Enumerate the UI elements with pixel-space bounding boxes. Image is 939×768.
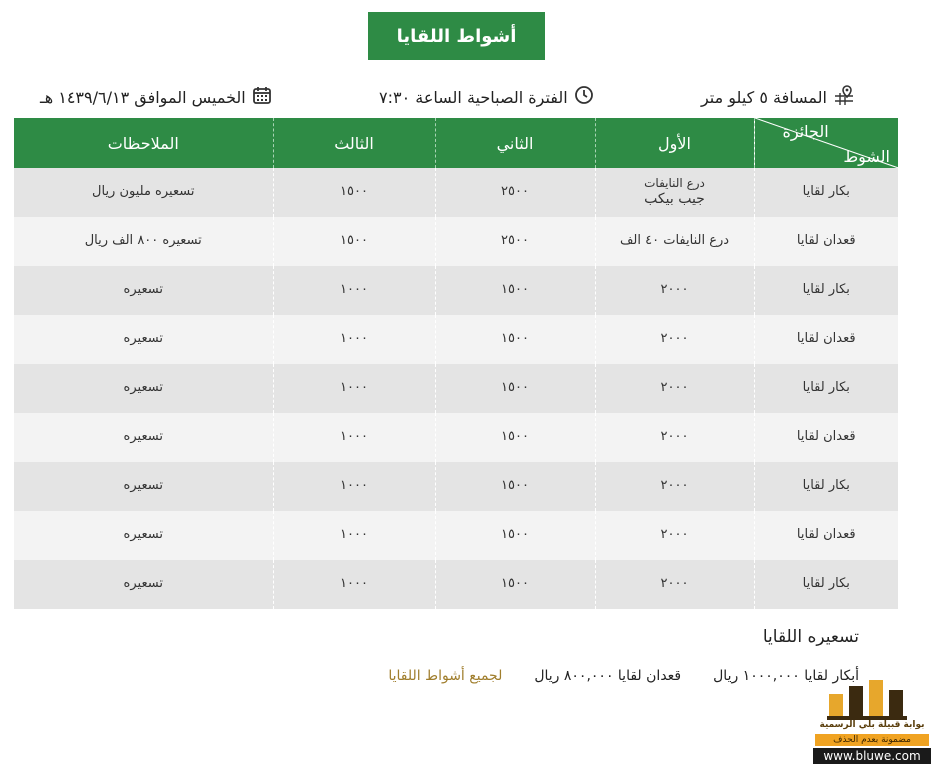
race-cell: بكار لقايا: [754, 560, 898, 609]
notes-cell: تسعيره ٨٠٠ الف ريال: [14, 217, 273, 266]
races-table: [14, 118, 898, 609]
notes-cell: تسعيره: [14, 511, 273, 560]
second-prize-cell: ١٥٠٠: [435, 413, 595, 462]
pricing-summary: [380, 668, 859, 684]
table-header-row: [14, 118, 898, 168]
race-cell: قعدان لقايا: [754, 217, 898, 266]
second-prize-cell: ١٥٠٠: [435, 266, 595, 315]
third-prize-cell: ١٠٠٠: [273, 266, 435, 315]
first-prize-line2: جيب بيكب: [644, 191, 705, 208]
event-info-row: [40, 80, 855, 114]
first-prize-cell: ٢٠٠٠: [595, 413, 754, 462]
second-prize-cell: ١٥٠٠: [435, 364, 595, 413]
page-title: أشواط اللقايا: [396, 25, 517, 47]
third-prize-cell: ١٠٠٠: [273, 315, 435, 364]
first-prize-cell: [595, 168, 754, 217]
first-prize-cell: درع النايفات ٤٠ الف: [595, 217, 754, 266]
table-row: [14, 168, 898, 217]
route-pin-icon: [833, 84, 855, 110]
distance-info: [701, 84, 855, 110]
page-title-button[interactable]: [368, 12, 545, 60]
notes-cell: تسعيره: [14, 266, 273, 315]
first-prize-cell: ٢٠٠٠: [595, 560, 754, 609]
race-cell: بكار لقايا: [754, 266, 898, 315]
table-row: [14, 364, 898, 413]
race-cell: قعدان لقايا: [754, 413, 898, 462]
first-prize-line1: درع النايفات: [644, 176, 705, 191]
third-prize-cell: ١٠٠٠: [273, 511, 435, 560]
logo-site-name: بوابة قبيلة بلي الرسمية: [819, 720, 925, 730]
second-prize-cell: ٢٥٠٠: [435, 217, 595, 266]
header-second: الثاني: [435, 118, 595, 168]
race-cell: قعدان لقايا: [754, 511, 898, 560]
notes-cell: تسعيره: [14, 364, 273, 413]
second-prize-cell: ١٥٠٠: [435, 560, 595, 609]
first-prize-cell: ٢٠٠٠: [595, 266, 754, 315]
first-prize-cell: ٢٠٠٠: [595, 315, 754, 364]
table-row: [14, 560, 898, 609]
pricing-item-bikar: أبكار لقايا ١٠٠٠,٠٠٠ ريال: [713, 668, 859, 684]
header-notes: الملاحظات: [14, 118, 273, 168]
second-prize-cell: ١٥٠٠: [435, 315, 595, 364]
date-info: [40, 85, 272, 109]
logo-tagline: مضمونة بعدم الحذف: [815, 734, 929, 746]
time-text: الفترة الصباحية الساعة ٧:٣٠: [379, 87, 568, 107]
third-prize-cell: ١٥٠٠: [273, 217, 435, 266]
table-row: [14, 462, 898, 511]
notes-cell: تسعيره: [14, 413, 273, 462]
race-cell: بكار لقايا: [754, 364, 898, 413]
site-watermark-logo: [813, 676, 931, 764]
third-prize-cell: ١٠٠٠: [273, 462, 435, 511]
pricing-title: تسعيره اللقايا: [762, 627, 859, 647]
header-race-prize: [754, 118, 898, 168]
distance-text: المسافة ٥ كيلو متر: [700, 87, 827, 107]
first-prize-cell: ٢٠٠٠: [595, 364, 754, 413]
race-cell: بكار لقايا: [754, 168, 898, 217]
race-cell: قعدان لقايا: [754, 315, 898, 364]
logo-mark: [819, 676, 919, 722]
first-prize-cell: ٢٠٠٠: [595, 462, 754, 511]
logo-url[interactable]: www.bluwe.com: [813, 748, 931, 764]
notes-cell: تسعيره: [14, 315, 273, 364]
header-first: الأول: [595, 118, 754, 168]
header-race-label: الشوط: [843, 147, 890, 166]
table-row: [14, 413, 898, 462]
second-prize-cell: ٢٥٠٠: [435, 168, 595, 217]
pricing-item-qudan: قعدان لقايا ٨٠٠,٠٠٠ ريال: [534, 668, 682, 684]
pricing-scope-note: لجميع أشواط اللقايا: [388, 668, 503, 684]
second-prize-cell: ١٥٠٠: [435, 462, 595, 511]
table-row: [14, 217, 898, 266]
notes-cell: تسعيره مليون ريال: [14, 168, 273, 217]
third-prize-cell: ١٠٠٠: [273, 560, 435, 609]
date-text: الخميس الموافق ١٤٣٩/٦/١٣ هـ: [40, 87, 246, 107]
first-prize-cell: ٢٠٠٠: [595, 511, 754, 560]
notes-cell: تسعيره: [14, 560, 273, 609]
second-prize-cell: ١٥٠٠: [435, 511, 595, 560]
third-prize-cell: ١٠٠٠: [273, 364, 435, 413]
notes-cell: تسعيره: [14, 462, 273, 511]
table-row: [14, 315, 898, 364]
time-info: [379, 85, 594, 109]
third-prize-cell: ١٠٠٠: [273, 413, 435, 462]
table-row: [14, 266, 898, 315]
header-prize-label: الجائزة: [782, 122, 829, 141]
table-row: [14, 511, 898, 560]
third-prize-cell: ١٥٠٠: [273, 168, 435, 217]
header-third: الثالث: [273, 118, 435, 168]
race-cell: بكار لقايا: [754, 462, 898, 511]
calendar-icon: [252, 85, 272, 109]
clock-icon: [574, 85, 594, 109]
